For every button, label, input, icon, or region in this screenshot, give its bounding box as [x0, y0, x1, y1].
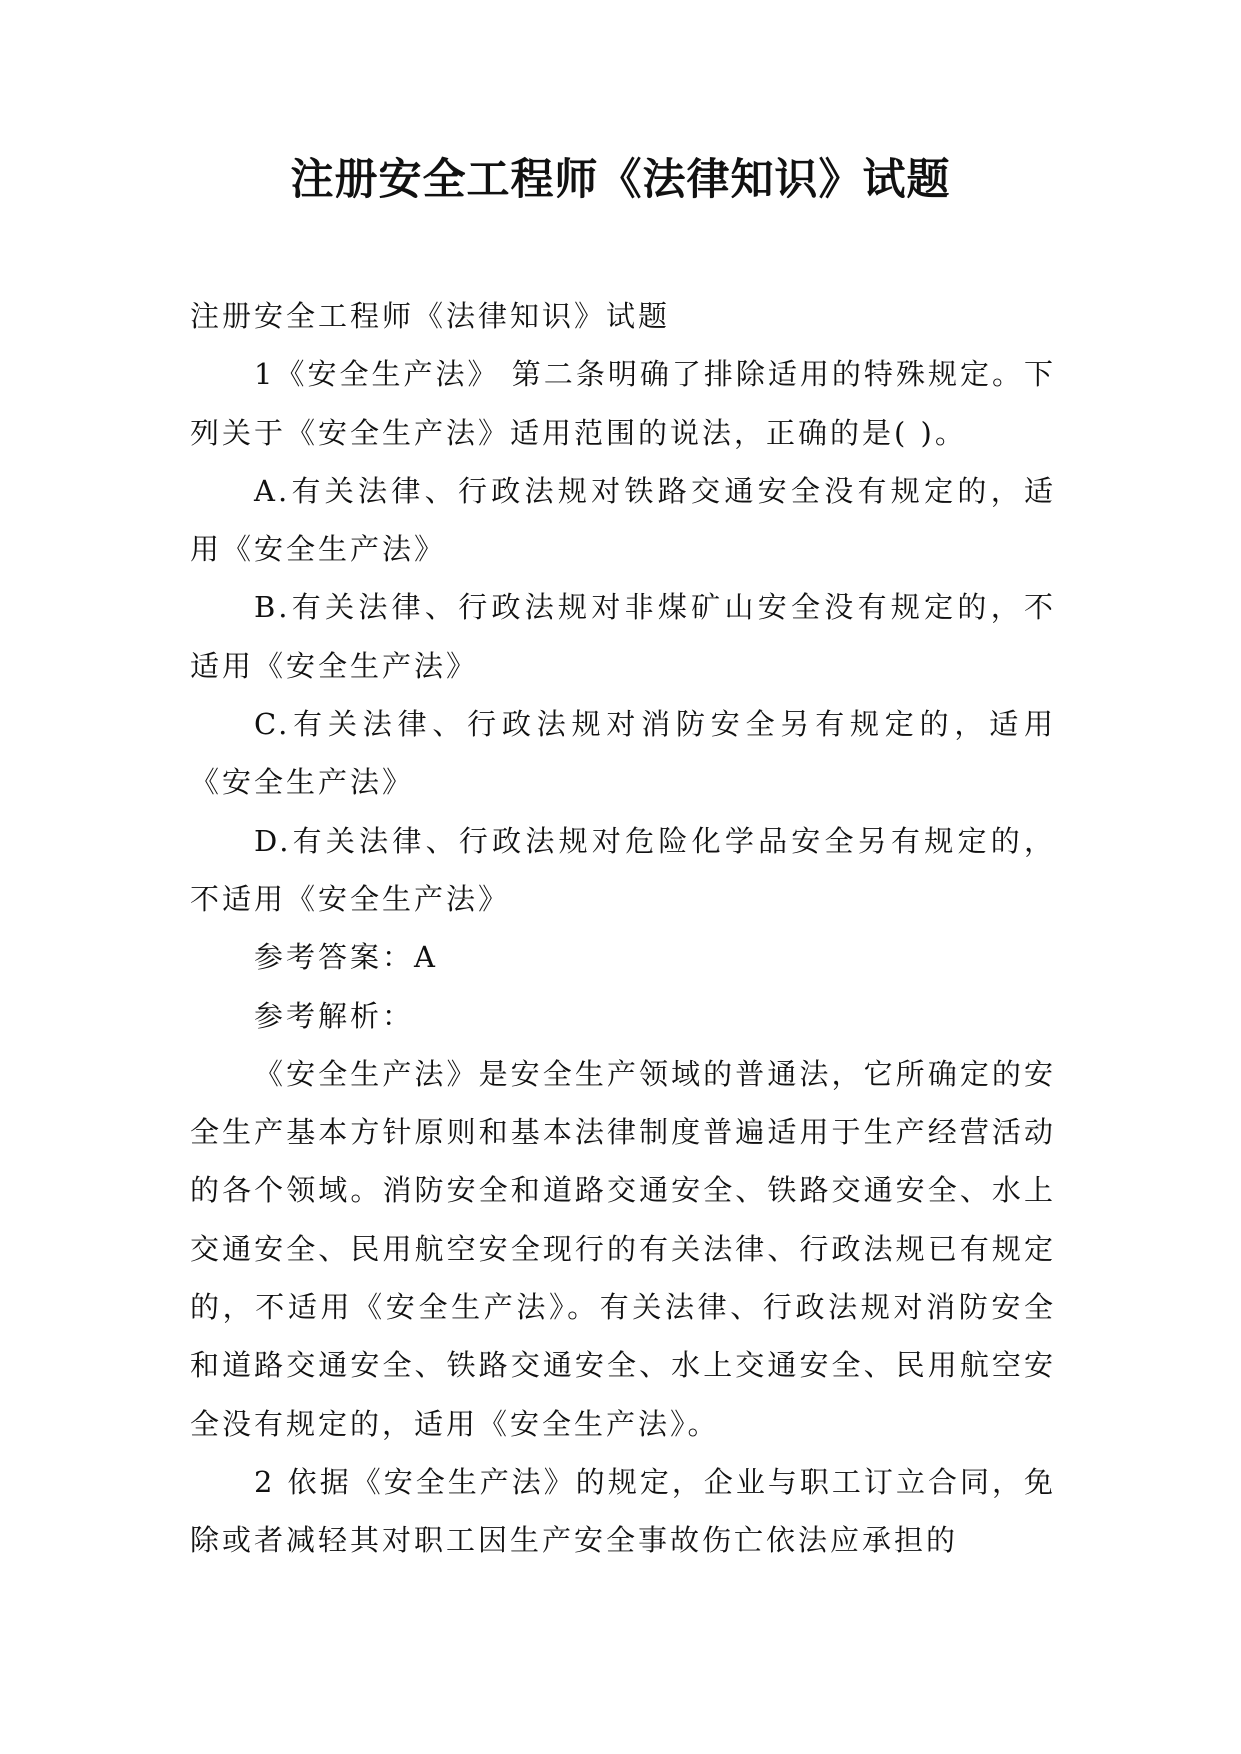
question-1-option-a: A.有关法律、行政法规对铁路交通安全没有规定的，适用《安全生产法》	[190, 473, 1056, 567]
document-body	[190, 287, 1056, 1570]
question-1-stem: 1《安全生产法》 第二条明确了排除适用的特殊规定。下列关于《安全生产法》适用范围的说法，正确的是( )。	[190, 357, 1056, 450]
question-1-option-c: C.有关法律、行政法规对消防安全另有规定的，适用《安全生产法》	[190, 707, 1056, 800]
document-title: 注册安全工程师《法律知识》试题	[290, 155, 951, 205]
question-1-answer: 参考答案：A	[254, 940, 438, 975]
question-1-analysis-text: 《安全生产法》是安全生产领域的普通法，它所确定的安全生产基本方针原则和基本法律制度普遍适用于生产经营活动的各个领域。消防安全和道路交通安全、铁路交通安全、水上交通安全、民用航空安全现行的有关法律、行政法规已有规定的，不适用《安全生产法》。有关法律、行政法规对消防安全和道路交通安全、铁路交通安全、水上交通安全、民用航空安全没有规定的，适用《安全生产法》。	[190, 1056, 1056, 1441]
question-2-stem: 2 依据《安全生产法》的规定，企业与职工订立合同，免除或者减轻其对职工因生产安全事故伤亡依法应承担的	[190, 1464, 1056, 1558]
subtitle-paragraph: 注册安全工程师《法律知识》试题	[190, 299, 671, 333]
question-1-option-b: B.有关法律、行政法规对非煤矿山安全没有规定的，不适用《安全生产法》	[190, 590, 1056, 683]
question-1-analysis-label: 参考解析：	[254, 998, 415, 1033]
question-1-option-d: D.有关法律、行政法规对危险化学品安全另有规定的，不适用《安全生产法》	[190, 823, 1056, 916]
